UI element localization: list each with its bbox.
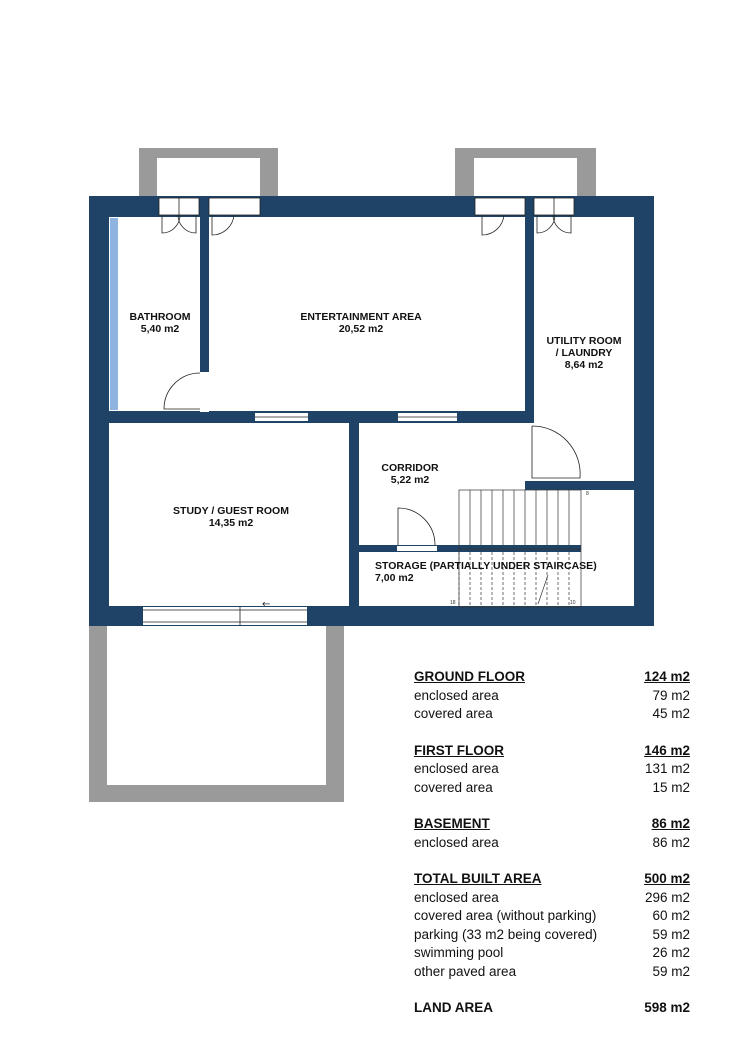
first-floor-header <box>414 742 690 761</box>
basement-header <box>414 815 690 834</box>
ground-floor-section <box>414 668 690 724</box>
row-value: 26 m2 <box>652 945 690 960</box>
row-label: covered area <box>414 706 493 721</box>
section-title: BASEMENT <box>414 816 490 831</box>
row-value: 60 m2 <box>652 908 690 923</box>
table-row <box>414 963 690 982</box>
row-value: 59 m2 <box>652 963 690 979</box>
section-total: 124 m2 <box>644 669 690 684</box>
area-summary-table <box>414 668 690 1036</box>
bathroom-area: 5,40 m2 <box>140 323 180 335</box>
stair-number-bottom-left: 18 <box>450 600 456 606</box>
utility-label-line1: UTILITY ROOM <box>546 335 622 347</box>
row-label: enclosed area <box>414 834 499 850</box>
land-area-row <box>414 999 690 1018</box>
study-area: 14,35 m2 <box>208 517 254 529</box>
row-label: covered area (without parking) <box>414 908 597 923</box>
row-value: 296 m2 <box>644 889 690 905</box>
land-area-section <box>414 999 690 1018</box>
section-title: LAND AREA <box>414 1000 493 1015</box>
bathroom-label: BATHROOM <box>129 311 191 323</box>
section-title: TOTAL BUILT AREA <box>414 871 542 886</box>
corridor-label: CORRIDOR <box>381 462 439 474</box>
row-label: enclosed area <box>414 889 499 905</box>
row-value: 59 m2 <box>652 926 690 942</box>
table-row <box>414 760 690 779</box>
table-row <box>414 907 690 926</box>
section-total: 146 m2 <box>644 742 690 758</box>
table-row <box>414 687 690 706</box>
entertainment-area: 20,52 m2 <box>338 323 384 335</box>
row-label: covered area <box>414 779 493 795</box>
row-value: 45 m2 <box>652 706 690 721</box>
table-row <box>414 779 690 798</box>
basement-section <box>414 815 690 852</box>
total-built-header <box>414 870 690 889</box>
storage-label: STORAGE (PARTIALLY UNDER STAIRCASE) <box>375 560 597 572</box>
row-label: enclosed area <box>414 761 499 776</box>
row-label: other paved area <box>414 963 517 979</box>
table-row <box>414 889 690 908</box>
utility-label-line2: / LAUNDRY <box>555 347 613 359</box>
section-total: 86 m2 <box>651 816 690 831</box>
table-row <box>414 705 690 724</box>
row-label: enclosed area <box>414 687 499 703</box>
section-title: FIRST FLOOR <box>414 742 504 758</box>
row-label: swimming pool <box>414 945 504 960</box>
entertainment-label: ENTERTAINMENT AREA <box>300 311 422 323</box>
ground-floor-header <box>414 668 690 687</box>
row-value: 79 m2 <box>652 687 690 703</box>
stair-number-bottom-right: 10 <box>570 600 576 606</box>
study-label: STUDY / GUEST ROOM <box>173 505 289 517</box>
slide-arrow-icon: ← <box>262 599 271 610</box>
bathroom-glass <box>110 218 118 410</box>
table-row <box>414 834 690 853</box>
row-value: 86 m2 <box>652 834 690 850</box>
row-value: 131 m2 <box>644 761 690 776</box>
row-label: parking (33 m2 being covered) <box>414 926 598 942</box>
total-built-section <box>414 870 690 981</box>
section-total: 598 m2 <box>644 1000 690 1015</box>
first-floor-section <box>414 742 690 798</box>
storage-area: 7,00 m2 <box>375 572 414 584</box>
table-row <box>414 944 690 963</box>
row-value: 15 m2 <box>652 779 690 795</box>
stair-number-top: 8 <box>586 491 589 497</box>
table-row <box>414 926 690 945</box>
utility-area: 8,64 m2 <box>564 359 604 371</box>
section-title: GROUND FLOOR <box>414 669 525 684</box>
corridor-area: 5,22 m2 <box>390 474 430 486</box>
section-total: 500 m2 <box>644 871 690 886</box>
